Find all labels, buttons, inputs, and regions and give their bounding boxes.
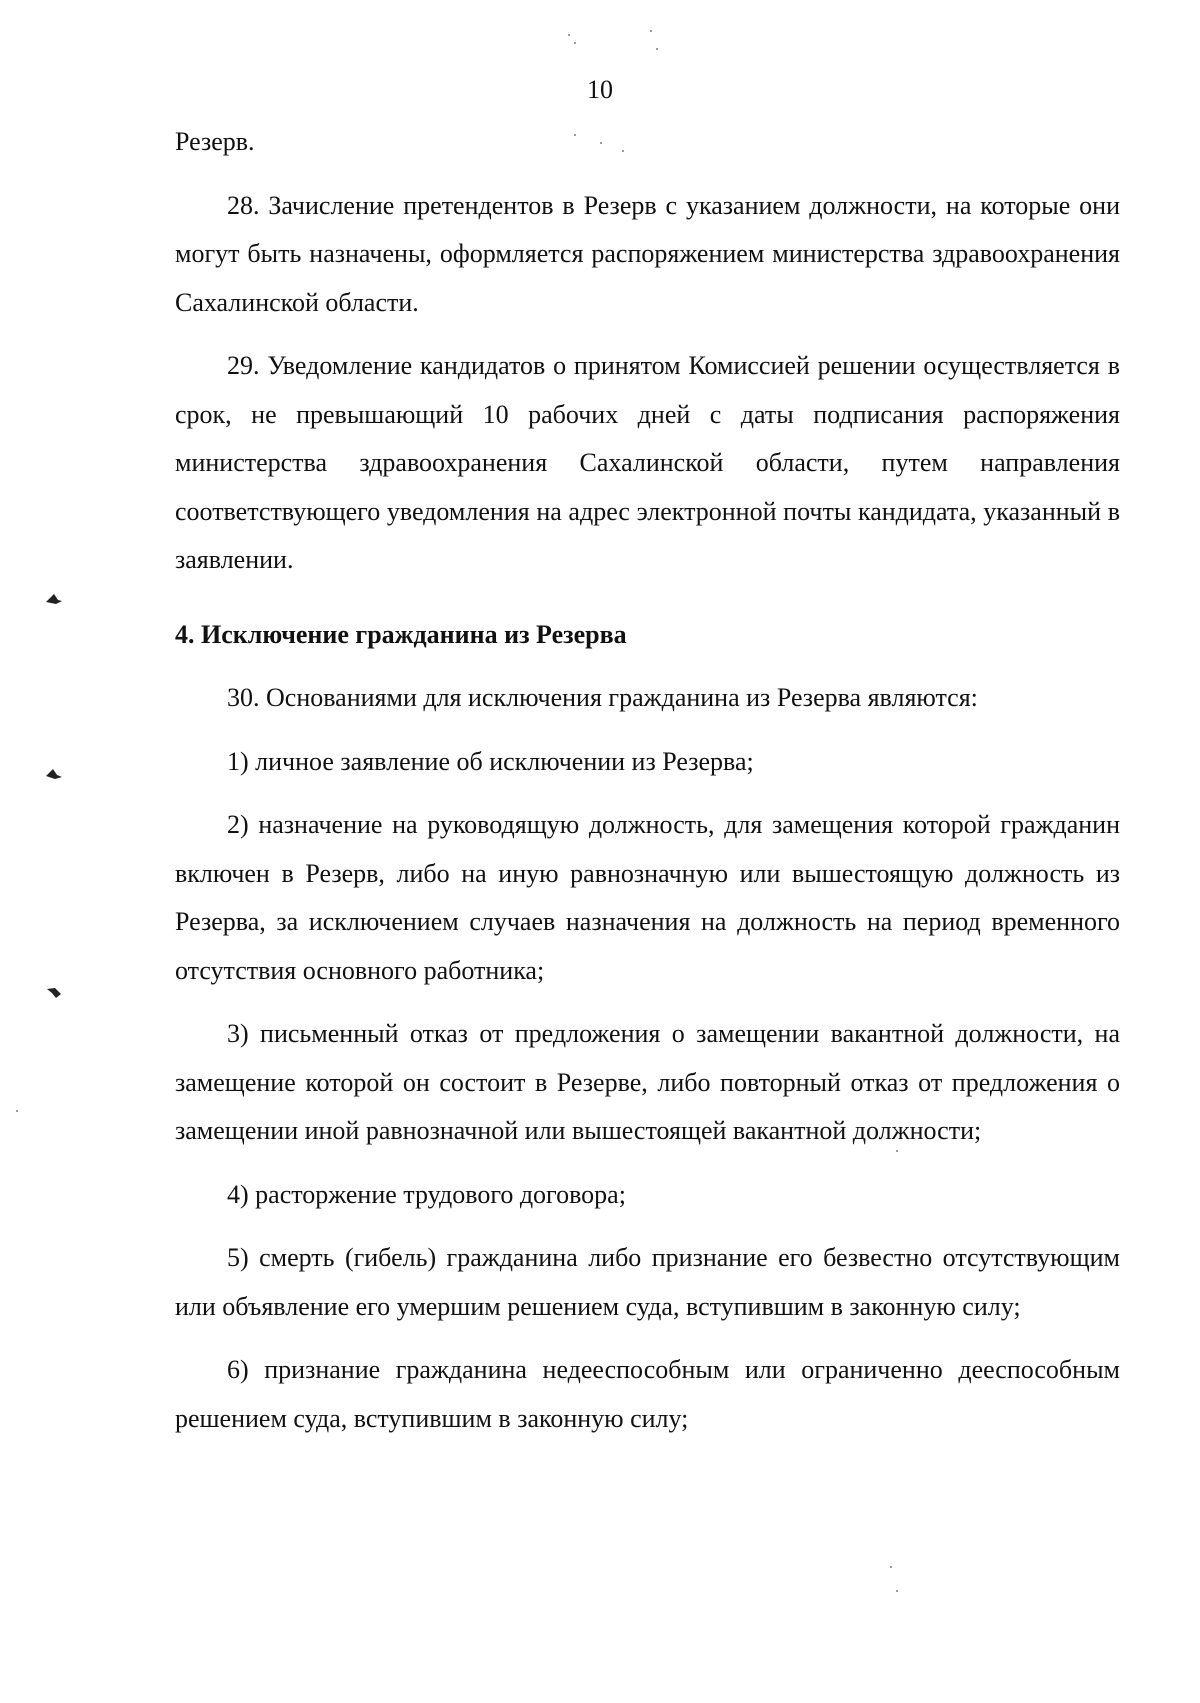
scan-speckle: [574, 134, 576, 136]
punch-mark-icon: [44, 767, 64, 781]
list-item-3: 3) письменный отказ от предложения о замещении вакантной должности, на замещение которой он состоит в Резерве, либо повторный отказ от предложения о замещении иной равнозначной или вышестоящей вакантной должности;: [175, 1019, 1120, 1145]
scan-speckle: [896, 1150, 898, 1152]
scan-speckle: [568, 34, 570, 36]
list-item-2: 2) назначение на руководящую должность, для замещения которой гражданин включен в Резерв, либо на иную равнозначную или вышестоящую должность из Резерва, за исключением случаев назначения на должность на период временного отсутствия основного работника;: [175, 810, 1120, 985]
scan-speckle: [890, 1566, 892, 1568]
list-item-5: 5) смерть (гибель) гражданина либо признание его безвестно отсутствующим или объявление его умершим решением суда, вступившим в законную силу;: [175, 1243, 1120, 1321]
scan-speckle: [650, 30, 652, 32]
document-body: [175, 118, 1120, 1443]
list-item-1: 1) личное заявление об исключении из Резерва;: [227, 746, 754, 776]
paragraph-continuation: Резерв.: [175, 127, 255, 156]
page-number: 10: [587, 75, 613, 104]
list-item-4: 4) расторжение трудового договора;: [227, 1179, 626, 1209]
scan-speckle: [896, 1590, 898, 1592]
scan-speckle: [600, 142, 602, 144]
paragraph-29: 29. Уведомление кандидатов о принятом Комиссией решении осуществляется в срок, не превышающий 10 рабочих дней с даты подписания распоряжения министерства здравоохранения Сахалинской области, путем направления соответствующего уведомления на адрес электронной почты кандидата, указанный в заявлении.: [175, 351, 1120, 574]
punch-mark-icon: [44, 592, 64, 606]
section-heading: 4. Исключение гражданина из Резерва: [175, 619, 627, 649]
scan-speckle: [622, 150, 624, 152]
scan-speckle: [656, 48, 658, 50]
scan-speckle: [16, 1110, 18, 1112]
punch-mark-icon: [44, 985, 64, 999]
list-item-6: 6) признание гражданина недееспособным или ограниченно дееспособным решением суда, вступившим в законную силу;: [175, 1355, 1120, 1433]
paragraph-30: 30. Основаниями для исключения гражданина из Резерва являются:: [227, 683, 978, 712]
scan-speckle: [574, 42, 576, 44]
paragraph-28: 28. Зачисление претендентов в Резерв с указанием должности, на которые они могут быть назначены, оформляется распоряжением министерства здравоохранения Сахалинской области.: [175, 190, 1120, 317]
